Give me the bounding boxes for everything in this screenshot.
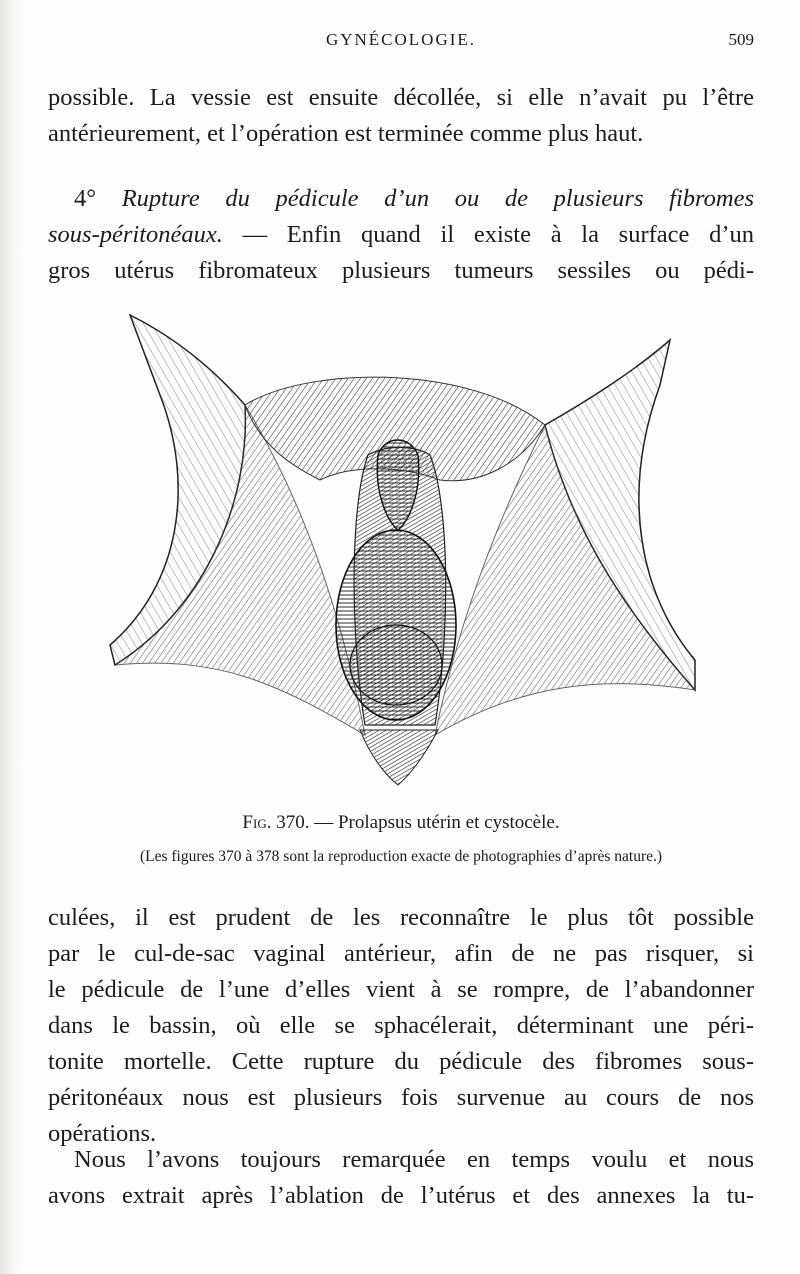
figure-title: — Prolapsus utérin et cystocèle.: [314, 812, 560, 833]
paragraph-2: [48, 900, 754, 1152]
section-heading-end: sous-péritonéaux.: [48, 221, 223, 248]
paragraph-3: [48, 1142, 754, 1214]
text-line: [48, 217, 754, 253]
perineum: [360, 730, 438, 785]
text-line: dans le bassin, où elle se sphacélerait, déterminant une péri-: [48, 1012, 754, 1039]
text-line: le pédicule de l’une d’elles vient à se rompre, de l’abandonner: [48, 976, 754, 1003]
text-line: avons extrait après l’ablation de l’utérus et des annexes la tu-: [48, 1182, 754, 1209]
section-4: [48, 181, 754, 289]
text-line: opérations.: [48, 1120, 157, 1147]
text-line: gros utérus fibromateux plusieurs tumeurs sessiles ou pédi-: [48, 257, 754, 284]
figure-number: 370.: [276, 812, 310, 833]
page-number: 509: [728, 30, 754, 49]
text-line: culées, il est prudent de les reconnaître le plus tôt possible: [48, 904, 754, 931]
text-line: péritonéaux nous est plusieurs fois survenue au cours de nos: [48, 1084, 754, 1111]
cervix: [350, 625, 442, 705]
figure-370-illustration: [100, 305, 700, 800]
figure-note: (Les figures 370 à 378 sont la reproduction exacte de photographies d’après nature.): [139, 848, 663, 865]
figure-caption: [48, 812, 754, 834]
section-heading: Rupture du pédicule d’un ou de plusieurs fibromes: [121, 185, 754, 212]
text-line: par le cul-de-sac vaginal antérieur, afin de ne pas risquer, si: [48, 940, 754, 967]
text-line: Nous l’avons toujours remarquée en temps voulu et nous: [74, 1146, 754, 1173]
figure-label: Fig.: [242, 812, 272, 833]
section-text: — Enfin quand il existe à la surface d’un: [242, 221, 755, 248]
page-edge-shadow: [0, 0, 22, 1274]
text-line: antérieurement, et l’opération est terminée comme plus haut.: [48, 120, 644, 147]
running-title: GYNÉCOLOGIE.: [325, 30, 477, 49]
text-line: tonite mortelle. Cette rupture du pédicule des fibromes sous-: [48, 1048, 754, 1075]
section-heading-line: [48, 181, 754, 217]
section-number: 4°: [74, 185, 97, 212]
paragraph-1: [48, 80, 754, 152]
text-line: possible. La vessie est ensuite décollée, si elle n’avait pu l’être: [48, 84, 754, 111]
running-head: [48, 30, 754, 56]
